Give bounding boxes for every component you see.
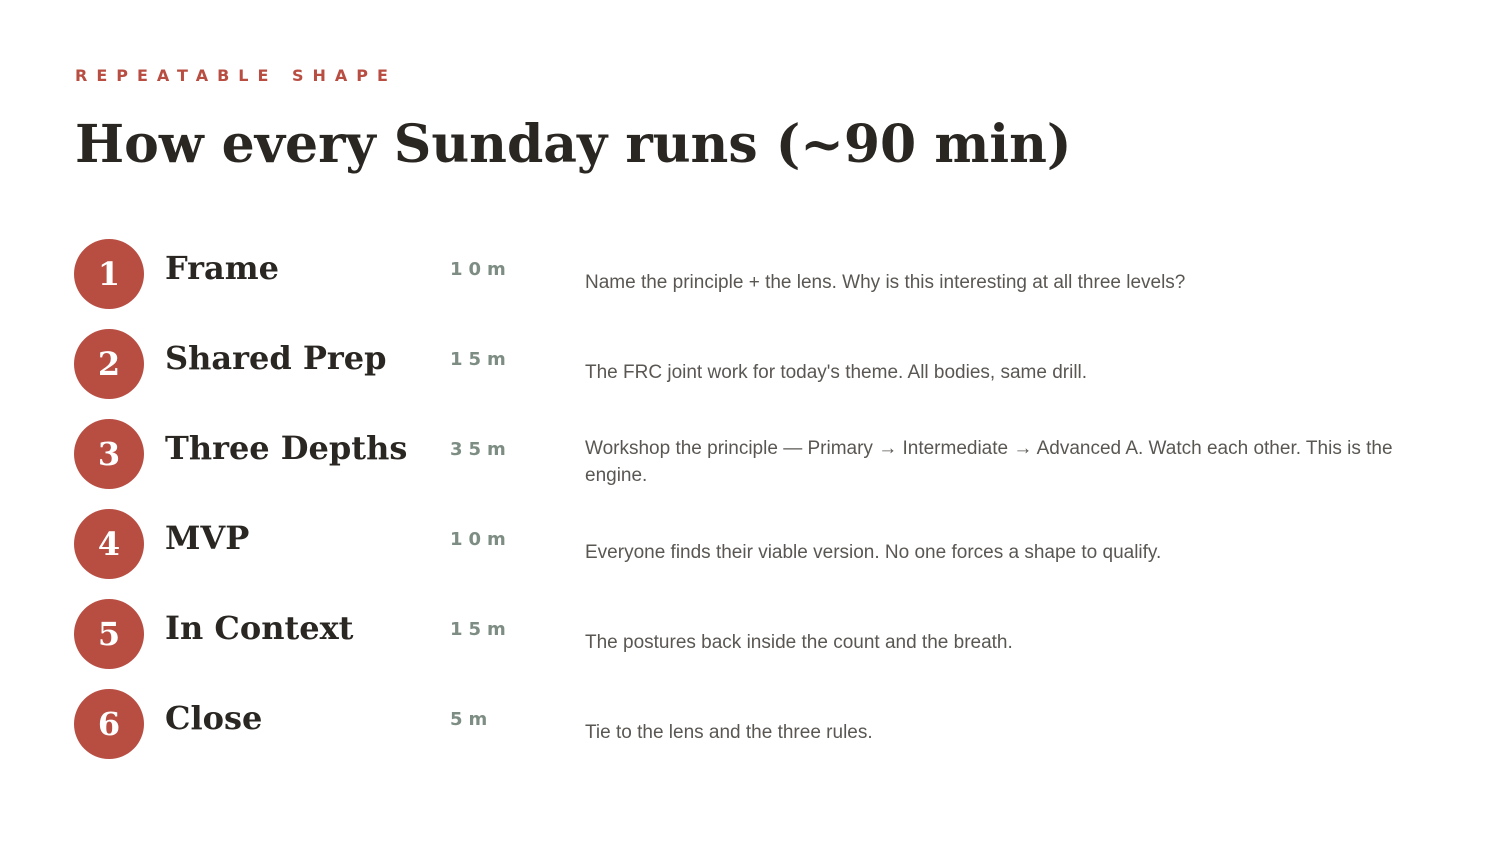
step-number-badge: 5 [74,599,144,669]
step-description: Name the principle + the lens. Why is this interesting at all three levels? [585,272,1186,293]
step-description: The postures back inside the count and the breath. [585,632,1013,653]
step-number-badge: 1 [74,239,144,309]
step-duration: 5m [450,709,494,730]
step-duration: 35m [450,439,512,460]
step-description: The FRC joint work for today's theme. All bodies, same drill. [585,362,1088,383]
step-number-badge: 6 [74,689,144,759]
section-kicker: REPEATABLE SHAPE [75,66,397,85]
agenda-step-in-context [0,599,1500,689]
step-duration: 10m [450,259,512,280]
agenda-step-close [0,689,1500,779]
step-duration: 15m [450,349,512,370]
agenda-step-three-depths [0,419,1500,509]
step-description: Everyone finds their viable version. No one forces a shape to qualify. [585,542,1162,563]
step-description: Workshop the principle — Primary → Intermediate → Advanced A. Watch each other. This is the engine. [585,438,1393,486]
step-name: In Context [165,609,354,647]
step-name: Close [165,699,263,737]
step-number-badge: 3 [74,419,144,489]
step-number-badge: 4 [74,509,144,579]
page-title: How every Sunday runs (~90 min) [75,114,1072,175]
step-duration: 10m [450,529,512,550]
agenda-step-mvp [0,509,1500,599]
step-duration: 15m [450,619,512,640]
agenda-step-frame [0,239,1500,329]
step-description: Tie to the lens and the three rules. [585,722,873,743]
step-name: MVP [165,519,250,557]
step-number-badge: 2 [74,329,144,399]
step-name: Three Depths [165,429,408,467]
agenda-step-shared-prep [0,329,1500,419]
step-name: Frame [165,249,279,287]
step-name: Shared Prep [165,339,387,377]
